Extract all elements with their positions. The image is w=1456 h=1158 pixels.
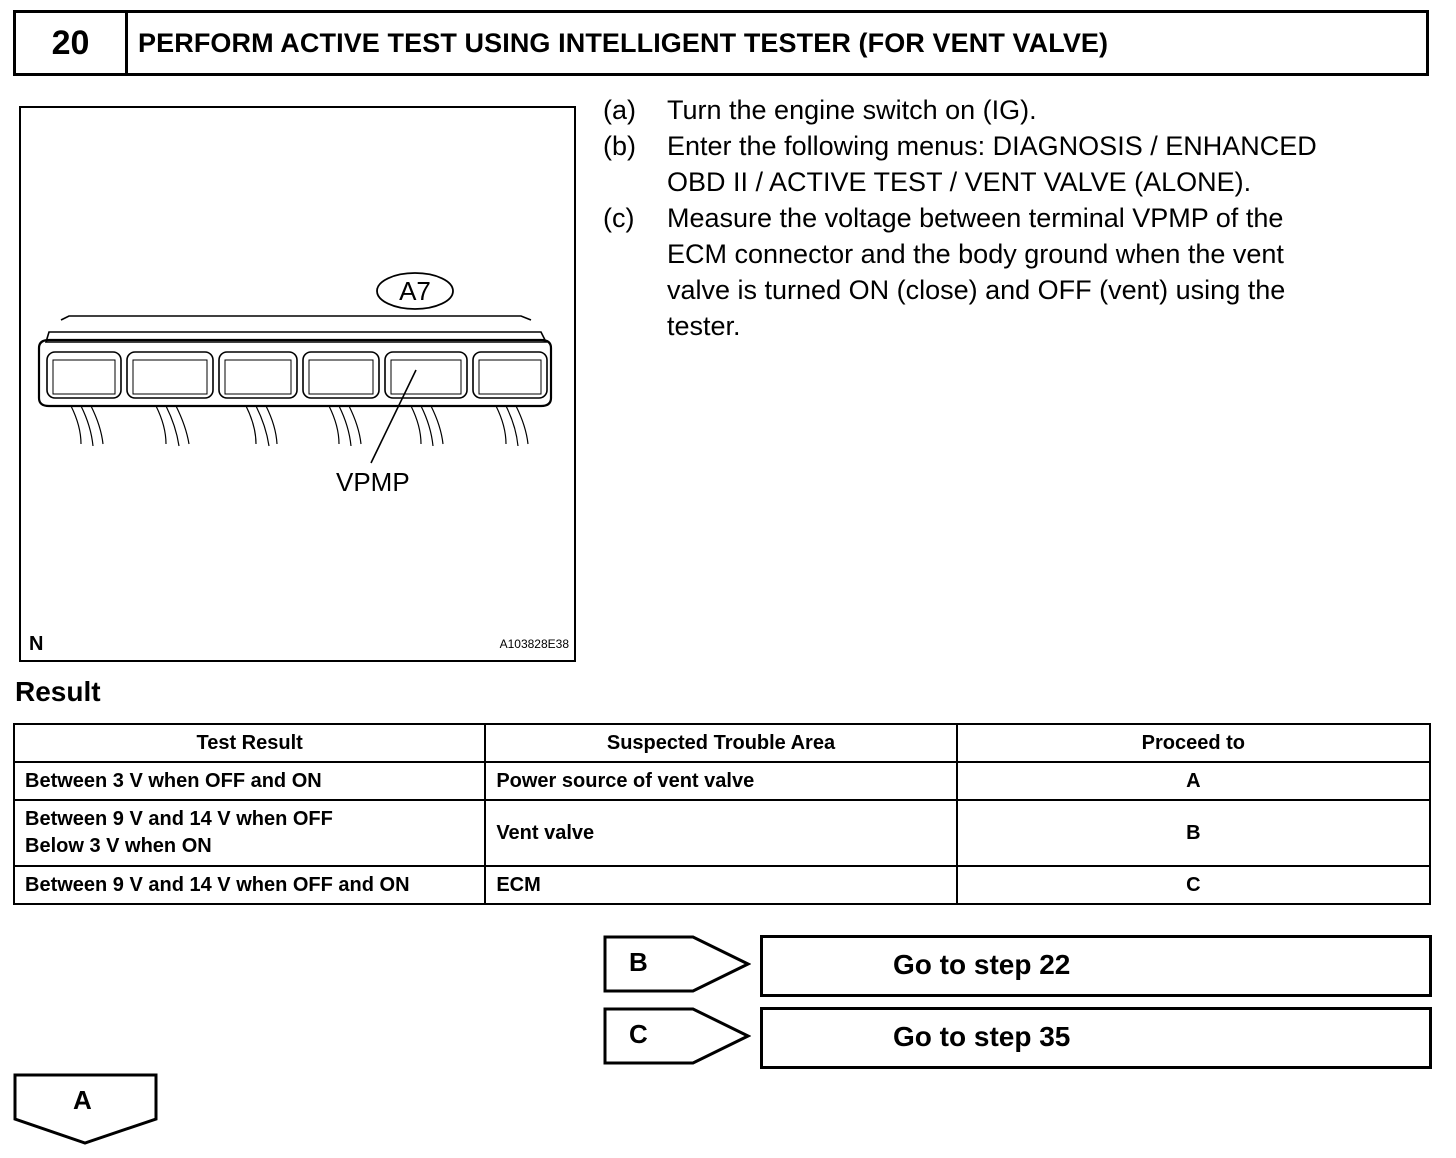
proceed-cell: A <box>957 762 1430 800</box>
corner-mark: N <box>29 633 44 655</box>
cell-line: Between 3 V when OFF and ON <box>25 769 322 792</box>
table-row <box>14 762 1430 800</box>
arrow-tag-icon <box>603 935 751 993</box>
instruction-line: OBD II / ACTIVE TEST / VENT VALVE (ALONE). <box>667 167 1252 197</box>
instruction-line: valve is turned ON (close) and OFF (vent) using the <box>667 275 1286 305</box>
next-label: A <box>73 1085 92 1115</box>
test-result-cell <box>14 800 485 866</box>
goto-arrow-c <box>603 1007 751 1065</box>
goto-action: Go to step 35 <box>893 1021 1071 1052</box>
instruction-line: Enter the following menus: DIAGNOSIS / ENHANCED <box>667 131 1317 161</box>
cell-line: Below 3 V when ON <box>25 835 212 857</box>
column-header: Suspected Trouble Area <box>485 724 956 762</box>
goto-step-35-button[interactable] <box>760 1007 1432 1069</box>
instruction-line: ECM connector and the body ground when the vent <box>667 239 1284 269</box>
connector-label: A7 <box>399 276 431 306</box>
instruction-line: tester. <box>667 311 741 341</box>
step-title: PERFORM ACTIVE TEST USING INTELLIGENT TESTER (FOR VENT VALVE) <box>138 27 1109 58</box>
goto-label: B <box>629 947 648 977</box>
trouble-area-cell: Power source of vent valve <box>485 762 956 800</box>
test-result-cell <box>14 762 485 800</box>
trouble-area-cell: Vent valve <box>485 800 956 866</box>
table-row <box>14 800 1430 866</box>
connector-illustration <box>19 106 576 662</box>
test-result-cell <box>14 866 485 904</box>
result-heading: Result <box>15 676 101 707</box>
terminal-label: VPMP <box>336 467 410 497</box>
proceed-cell: C <box>957 866 1430 904</box>
ecm-connector-drawing <box>21 108 578 664</box>
table-header-row <box>14 724 1430 762</box>
instruction-line: Turn the engine switch on (IG). <box>667 95 1037 125</box>
goto-action: Go to step 22 <box>893 949 1071 980</box>
arrow-tag-icon <box>603 1007 751 1065</box>
instruction-mark: (c) <box>603 203 635 233</box>
column-header: Proceed to <box>957 724 1430 762</box>
instruction-mark: (b) <box>603 131 636 161</box>
column-header: Test Result <box>14 724 485 762</box>
goto-step-22-button[interactable] <box>760 935 1432 997</box>
step-number: 20 <box>16 13 128 73</box>
trouble-area-cell: ECM <box>485 866 956 904</box>
cell-line: Between 9 V and 14 V when OFF <box>25 808 333 830</box>
result-table <box>13 723 1431 905</box>
instruction-line: Measure the voltage between terminal VPMP of the <box>667 203 1284 233</box>
goto-label: C <box>629 1019 648 1049</box>
goto-arrow-b <box>603 935 751 993</box>
table-row <box>14 866 1430 904</box>
proceed-cell: B <box>957 800 1430 866</box>
instruction-mark: (a) <box>603 95 636 125</box>
figure-id: A103828E38 <box>499 637 569 651</box>
next-step-a[interactable] <box>13 1073 159 1147</box>
step-header <box>13 10 1429 76</box>
cell-line: Between 9 V and 14 V when OFF and ON <box>25 873 410 896</box>
